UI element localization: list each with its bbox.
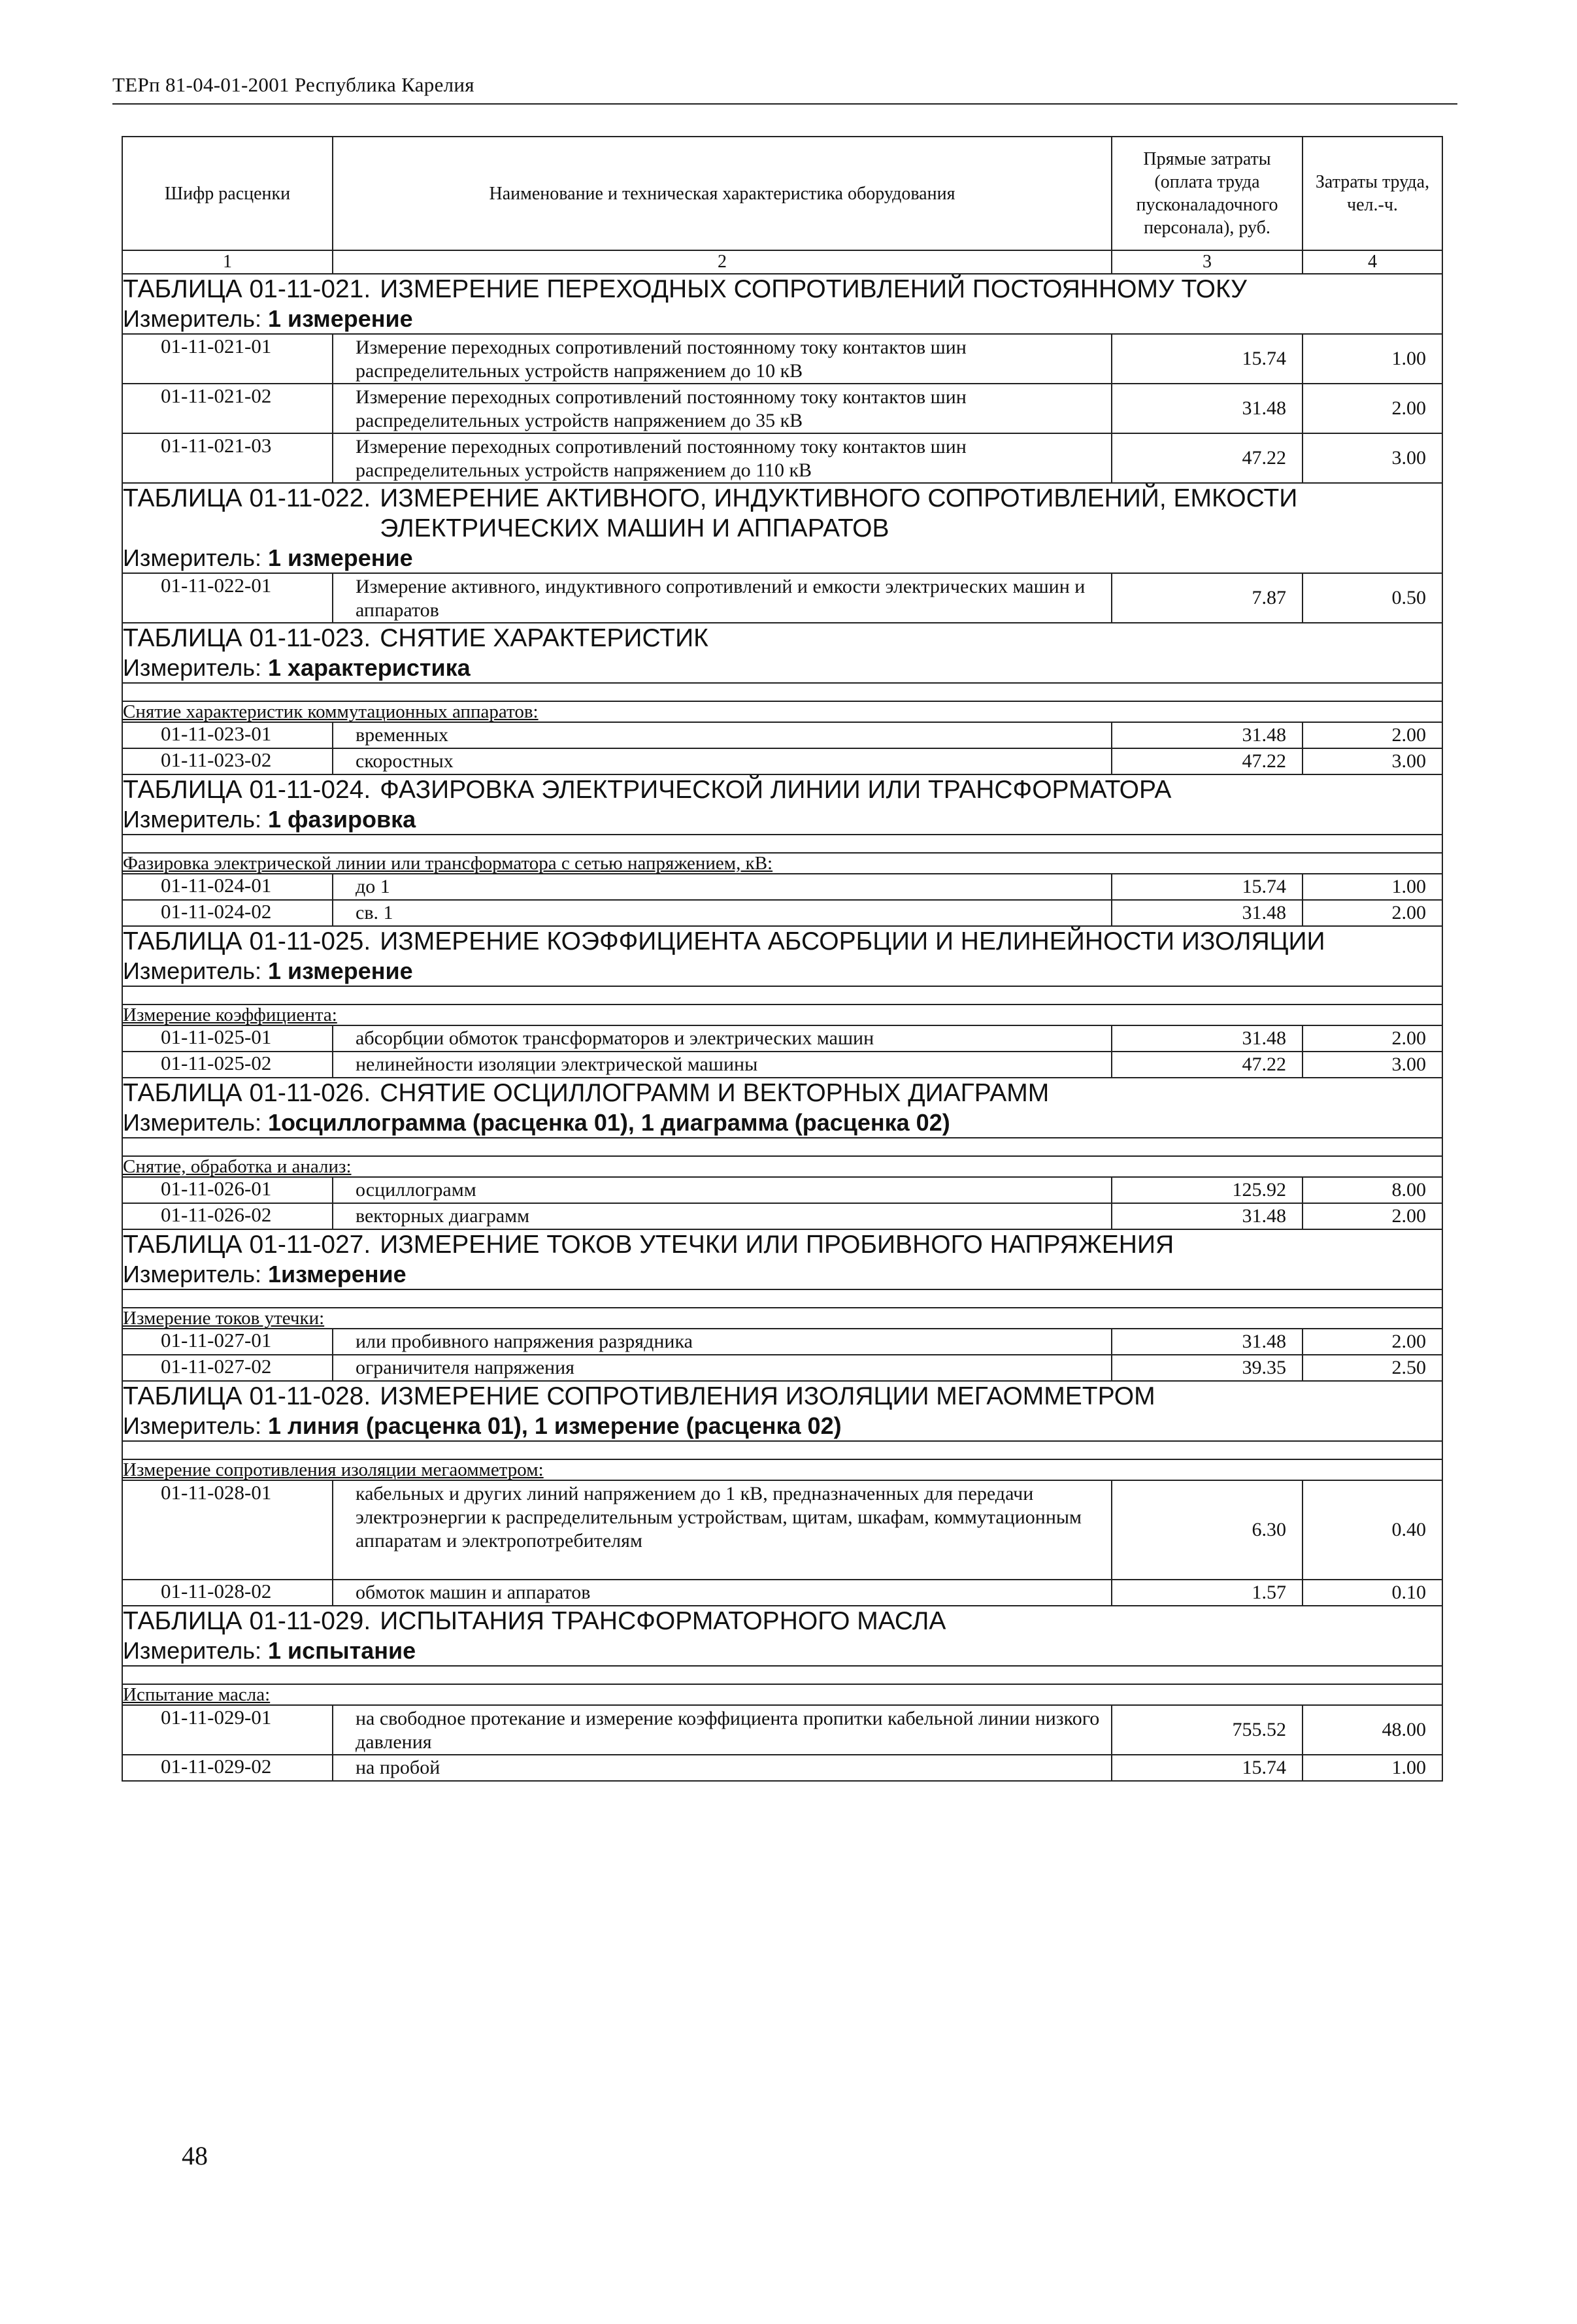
table-row [122,1580,1442,1606]
table-row [122,722,1442,748]
section-name: ИЗМЕРЕНИЕ АКТИВНОГО, ИНДУКТИВНОГО СОПРОТИВЛЕНИЙ, ЕМКОСТИ ЭЛЕКТРИЧЕСКИХ МАШИН И АППАРАТОВ [380,484,1298,542]
section-name: ИСПЫТАНИЯ ТРАНСФОРМАТОРНОГО МАСЛА [380,1607,946,1635]
rate-code: 01-11-026-02 [122,1203,333,1229]
section-heading [123,274,1442,305]
rate-description: нелинейности изоляции электрической машины [333,1052,1112,1078]
section-heading [123,623,1442,654]
section-heading [123,1382,1442,1412]
section-code: ТАБЛИЦА 01-11-025. [123,927,371,955]
section-title-row [122,623,1442,654]
rate-code: 01-11-023-01 [122,722,333,748]
section-title-row [122,1381,1442,1412]
subheading-row [122,853,1442,874]
subheading: Измерение сопротивления изоляции мегаомметром: [122,1459,1442,1480]
rate-labor: 3.00 [1303,748,1442,774]
rate-cost: 31.48 [1112,1025,1303,1052]
page-number: 48 [182,2141,208,2170]
unit-value: 1осциллограмма (расценка 01), 1 диаграмма (расценка 02) [267,1109,950,1136]
rate-cost: 31.48 [1112,1203,1303,1229]
spacer-cell [122,1441,1442,1459]
section-title-row [122,274,1442,305]
section-unit-row [122,1108,1442,1138]
table-row [122,1177,1442,1203]
rate-description: на свободное протекание и измерение коэффициента пропитки кабельной линии низкого давления [333,1705,1112,1755]
rate-description: св. 1 [333,900,1112,926]
column-header-code: Шифр расценки [122,137,333,250]
table-row [122,748,1442,774]
rate-cost: 39.35 [1112,1355,1303,1381]
unit-label: Измеритель: [123,544,261,571]
subheading: Испытание масла: [122,1684,1442,1705]
section-heading [123,1606,1442,1636]
rate-labor: 2.00 [1303,1025,1442,1052]
rate-description: ограничителя напряжения [333,1355,1112,1381]
section-title-row [122,1229,1442,1260]
section-heading [123,1078,1442,1108]
price-table-frame [122,136,1442,2085]
column-header-name: Наименование и техническая характеристика оборудования [333,137,1112,250]
rate-cost: 31.48 [1112,1329,1303,1355]
subheading: Фазировка электрической линии или трансформатора с сетью напряжением, кВ: [122,853,1442,874]
rate-cost: 31.48 [1112,900,1303,926]
table-row [122,1755,1442,1781]
table-row [122,900,1442,926]
section-name: ФАЗИРОВКА ЭЛЕКТРИЧЕСКОЙ ЛИНИИ ИЛИ ТРАНСФОРМАТОРА [380,776,1172,804]
rate-code: 01-11-024-02 [122,900,333,926]
section-name: ИЗМЕРЕНИЕ ТОКОВ УТЕЧКИ ИЛИ ПРОБИВНОГО НАПРЯЖЕНИЯ [380,1231,1174,1259]
unit-label: Измеритель: [123,1412,261,1439]
subheading: Измерение токов утечки: [122,1308,1442,1329]
section-title-row [122,774,1442,805]
section-unit [122,957,1442,986]
table-row [122,334,1442,384]
section-code: ТАБЛИЦА 01-11-029. [123,1607,371,1635]
rate-description: или пробивного напряжения разрядника [333,1329,1112,1355]
rate-cost: 31.48 [1112,384,1303,433]
unit-value: 1измерение [267,1261,407,1287]
table-row [122,874,1442,900]
rate-cost: 47.22 [1112,748,1303,774]
column-header-row [122,137,1442,250]
table-row [122,1329,1442,1355]
table-row [122,573,1442,623]
section-name: ИЗМЕРЕНИЕ КОЭФФИЦИЕНТА АБСОРБЦИИ И НЕЛИНЕЙНОСТИ ИЗОЛЯЦИИ [380,927,1325,955]
rate-description: абсорбции обмоток трансформаторов и электрических машин [333,1025,1112,1052]
column-number: 1 [122,250,333,274]
unit-label: Измеритель: [123,1109,261,1136]
rate-code: 01-11-027-01 [122,1329,333,1355]
rate-labor: 2.00 [1303,1329,1442,1355]
rate-description: до 1 [333,874,1112,900]
rate-labor: 2.00 [1303,1203,1442,1229]
rate-labor: 0.50 [1303,573,1442,623]
subheading-row [122,701,1442,722]
subheading-row [122,1308,1442,1329]
column-header-labor: Затраты труда, чел.-ч. [1303,137,1442,250]
rate-description: Измерение переходных сопротивлений постоянному току контактов шин распределительных устройств напряжением до 110 кВ [333,433,1112,483]
section-title-row [122,483,1442,544]
rate-code: 01-11-022-01 [122,573,333,623]
section-unit [122,305,1442,334]
table-row [122,384,1442,433]
subheading-row [122,1684,1442,1705]
section-title-row [122,1606,1442,1636]
rate-cost: 15.74 [1112,334,1303,384]
spacer-cell [122,683,1442,701]
section-unit [122,1636,1442,1666]
section-code: ТАБЛИЦА 01-11-027. [123,1231,371,1259]
spacer-cell [122,1666,1442,1684]
section-code: ТАБЛИЦА 01-11-021. [123,275,371,303]
rate-code: 01-11-025-01 [122,1025,333,1052]
column-number: 4 [1303,250,1442,274]
unit-label: Измеритель: [123,957,261,984]
rate-cost: 7.87 [1112,573,1303,623]
section-unit [122,544,1442,573]
header-rule [112,103,1457,105]
table-body [122,274,1442,1781]
section-name: ИЗМЕРЕНИЕ ПЕРЕХОДНЫХ СОПРОТИВЛЕНИЙ ПОСТОЯННОМУ ТОКУ [380,275,1247,303]
rate-description: Измерение переходных сопротивлений постоянному току контактов шин распределительных устройств напряжением до 10 кВ [333,334,1112,384]
rate-description: Измерение переходных сопротивлений постоянному току контактов шин распределительных устройств напряжением до 35 кВ [333,384,1112,433]
section-code: ТАБЛИЦА 01-11-026. [123,1079,371,1107]
section-unit [122,805,1442,835]
subheading: Снятие, обработка и анализ: [122,1156,1442,1177]
section-unit-row [122,654,1442,683]
rate-code: 01-11-025-02 [122,1052,333,1078]
rate-description: обмоток машин и аппаратов [333,1580,1112,1606]
rate-labor: 1.00 [1303,874,1442,900]
rate-code: 01-11-021-02 [122,384,333,433]
section-name: СНЯТИЕ ХАРАКТЕРИСТИК [380,624,708,652]
rate-description: осциллограмм [333,1177,1112,1203]
section-title-row [122,926,1442,957]
section-title-row [122,1078,1442,1108]
section-unit-row [122,1636,1442,1666]
section-heading [123,1230,1442,1260]
table-row [122,1203,1442,1229]
rate-cost: 6.30 [1112,1480,1303,1580]
section-title [122,1078,1442,1108]
rate-cost: 1.57 [1112,1580,1303,1606]
rate-code: 01-11-028-02 [122,1580,333,1606]
unit-label: Измеритель: [123,1261,261,1287]
rate-labor: 2.00 [1303,900,1442,926]
rate-description: кабельных и других линий напряжением до 1 кВ, предназначенных для передачи электроэнергии к распределительным устройствам, щитам, шкафам, коммутационным аппаратам и электропотребителям [333,1480,1112,1580]
rate-labor: 48.00 [1303,1705,1442,1755]
section-title [122,483,1442,544]
table-row [122,433,1442,483]
spacer-row [122,835,1442,853]
rate-description: на пробой [333,1755,1112,1781]
rate-description: временных [333,722,1112,748]
section-title [122,274,1442,305]
section-code: ТАБЛИЦА 01-11-022. [123,484,371,512]
column-number: 3 [1112,250,1303,274]
section-unit-row [122,805,1442,835]
rate-labor: 0.40 [1303,1480,1442,1580]
table-row [122,1480,1442,1580]
unit-value: 1 измерение [267,305,413,332]
section-unit [122,1108,1442,1138]
rate-labor: 0.10 [1303,1580,1442,1606]
section-code: ТАБЛИЦА 01-11-028. [123,1382,371,1410]
rate-cost: 125.92 [1112,1177,1303,1203]
rate-labor: 3.00 [1303,433,1442,483]
spacer-row [122,986,1442,1004]
rate-labor: 2.50 [1303,1355,1442,1381]
section-unit-row [122,544,1442,573]
rate-description: скоростных [333,748,1112,774]
unit-value: 1 измерение [267,957,413,984]
rate-cost: 47.22 [1112,1052,1303,1078]
rate-code: 01-11-029-02 [122,1755,333,1781]
unit-value: 1 измерение [267,544,413,571]
rate-labor: 3.00 [1303,1052,1442,1078]
section-heading [123,927,1442,957]
section-title [122,1381,1442,1412]
subheading-row [122,1004,1442,1025]
section-unit [122,654,1442,683]
section-name: ИЗМЕРЕНИЕ СОПРОТИВЛЕНИЯ ИЗОЛЯЦИИ МЕГАОММЕТРОМ [380,1382,1155,1410]
unit-label: Измеритель: [123,305,261,332]
unit-value: 1 испытание [267,1637,416,1664]
section-unit-row [122,1412,1442,1441]
rate-cost: 755.52 [1112,1705,1303,1755]
rate-code: 01-11-024-01 [122,874,333,900]
rate-code: 01-11-029-01 [122,1705,333,1755]
section-title [122,1606,1442,1636]
section-unit-row [122,957,1442,986]
spacer-cell [122,835,1442,853]
section-title [122,623,1442,654]
subheading-row [122,1459,1442,1480]
section-unit-row [122,1260,1442,1289]
section-code: ТАБЛИЦА 01-11-024. [123,776,371,804]
running-header: ТЕРп 81-04-01-2001 Республика Карелия [112,73,474,96]
price-table [122,136,1443,1782]
spacer-row [122,1441,1442,1459]
spacer-row [122,683,1442,701]
column-number: 2 [333,250,1112,274]
unit-value: 1 характеристика [267,654,471,681]
section-unit-row [122,305,1442,334]
section-unit [122,1412,1442,1441]
rate-labor: 1.00 [1303,1755,1442,1781]
rate-labor: 1.00 [1303,334,1442,384]
spacer-cell [122,986,1442,1004]
rate-labor: 2.00 [1303,722,1442,748]
rate-code: 01-11-023-02 [122,748,333,774]
unit-label: Измеритель: [123,806,261,833]
rate-cost: 15.74 [1112,1755,1303,1781]
section-title [122,926,1442,957]
section-unit [122,1260,1442,1289]
spacer-row [122,1666,1442,1684]
subheading: Измерение коэффициента: [122,1004,1442,1025]
rate-code: 01-11-021-03 [122,433,333,483]
rate-cost: 15.74 [1112,874,1303,900]
column-number-row [122,250,1442,274]
rate-cost: 31.48 [1112,722,1303,748]
rate-labor: 2.00 [1303,384,1442,433]
subheading: Снятие характеристик коммутационных аппаратов: [122,701,1442,722]
spacer-row [122,1289,1442,1308]
table-row [122,1052,1442,1078]
rate-cost: 47.22 [1112,433,1303,483]
rate-description: Измерение активного, индуктивного сопротивлений и емкости электрических машин и аппаратов [333,573,1112,623]
table-row [122,1355,1442,1381]
spacer-cell [122,1289,1442,1308]
unit-label: Измеритель: [123,654,261,681]
spacer-row [122,1138,1442,1156]
section-name: СНЯТИЕ ОСЦИЛЛОГРАММ И ВЕКТОРНЫХ ДИАГРАММ [380,1079,1050,1107]
rate-code: 01-11-028-01 [122,1480,333,1580]
table-row [122,1705,1442,1755]
column-header-cost: Прямые затраты (оплата труда пусконаладочного персонала), руб. [1112,137,1303,250]
spacer-cell [122,1138,1442,1156]
unit-value: 1 фазировка [267,806,416,833]
section-heading [123,775,1442,805]
rate-code: 01-11-021-01 [122,334,333,384]
section-title [122,774,1442,805]
section-title [122,1229,1442,1260]
table-row [122,1025,1442,1052]
section-heading [123,484,1442,544]
unit-label: Измеритель: [123,1637,261,1664]
subheading-row [122,1156,1442,1177]
section-code: ТАБЛИЦА 01-11-023. [123,624,371,652]
rate-labor: 8.00 [1303,1177,1442,1203]
unit-value: 1 линия (расценка 01), 1 измерение (расценка 02) [267,1412,842,1439]
rate-code: 01-11-027-02 [122,1355,333,1381]
rate-code: 01-11-026-01 [122,1177,333,1203]
rate-description: векторных диаграмм [333,1203,1112,1229]
